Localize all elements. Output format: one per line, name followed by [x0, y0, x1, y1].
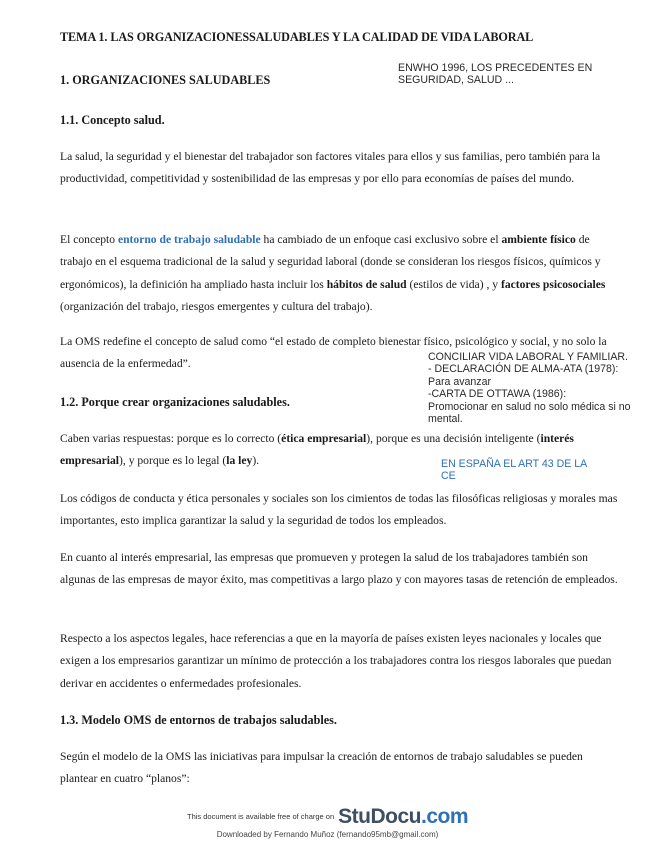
paragraph-codigos-conducta: Los códigos de conducta y ética personales y sociales son los cimientos de todas las filosóficas religiosas y morales mas importantes, esto implica garantizar la salud y la seguridad de todos los empleados. — [60, 492, 618, 528]
text-segment: de trabajo en el esquema tradicional de la salud y seguridad laboral (donde se consideran los riesgos físicos, químicos y ergonómicos), la definición ha ampliado hasta incluir los — [60, 233, 601, 291]
subheading-porque-crear: 1.2. Porque crear organizaciones saludables. — [60, 395, 290, 409]
paragraph-aspectos-legales: Respecto a los aspectos legales, hace referencias a que en la mayoría de países existen leyes nacionales y locales que exigen a los empresarios garantizar un mínimo de protección a los trabajadores contra los riesgos laborales que puedan derivar en accidentes o enfermedades profesionales. — [60, 632, 612, 690]
studocu-logo-suffix: .com — [420, 805, 468, 828]
term-entorno-trabajo-saludable: entorno de trabajo saludable — [117, 233, 261, 246]
side-note-line: Para avanzar — [428, 375, 492, 388]
text-segment: ha cambiado de un enfoque casi exclusivo sobre el — [260, 233, 502, 246]
text-segment: Caben varias respuestas: porque es lo correcto ( — [60, 432, 282, 445]
footer-available-text: This document is available free of charge on — [186, 812, 335, 821]
term-la-ley: la ley — [226, 454, 253, 468]
side-note-line: -CARTA DE OTTAWA (1986): — [428, 388, 567, 401]
text-segment: ), porque es una decisión inteligente ( — [366, 432, 541, 445]
subheading-concepto-salud: 1.1. Concepto salud. — [60, 113, 165, 127]
text-segment: ). — [252, 454, 260, 468]
side-note-line: - DECLARACIÓN DE ALMA-ATA (1978): — [428, 363, 619, 376]
term-habitos-salud: hábitos de salud — [326, 277, 407, 291]
text-segment: ), y porque es lo legal ( — [119, 454, 227, 468]
term-etica-empresarial: ética empresarial — [281, 432, 367, 445]
paragraph-modelo-oms: Según el modelo de la OMS las iniciativas para impulsar la creación de entornos de trabajo saludables se pueden plantear en cuatro “planos”: — [60, 750, 583, 786]
paragraph-salud-seguridad: La salud, la seguridad y el bienestar del trabajador son factores vitales para ellos y sus familias, pero también para la productividad, competitividad y sostenibilidad de las empresas y por ello para economías de países del mundo. — [60, 150, 601, 186]
paragraph-interes-empresarial: En cuanto al interés empresarial, las empresas que promueven y protegen la salud de los trabajadores también son algunas de las empresas de mayor éxito, mas competitivas a largo plazo y con mayores tasas de retención de empleados. — [60, 551, 618, 587]
text-segment: (estilos de vida) , y — [406, 277, 501, 291]
section-heading-organizaciones-saludables: 1. ORGANIZACIONES SALUDABLES — [60, 73, 271, 87]
side-note-enwho: ENWHO 1996, LOS PRECEDENTES EN SEGURIDAD, SALUD ... — [398, 62, 593, 87]
paragraph-oms-definicion: La OMS redefine el concepto de salud como “el estado de completo bienestar físico, psicológico y social, y no solo la ausencia de la enfermedad”. — [60, 335, 607, 371]
footer-downloaded-by: Downloaded by Fernando Muñoz (fernando95mb@gmail.com) — [216, 830, 439, 839]
side-note-line: CONCILIAR VIDA LABORAL Y FAMILIAR. — [428, 351, 628, 363]
term-ambiente-fisico: ambiente físico — [501, 233, 576, 246]
studocu-logo-main: StuDocu — [338, 805, 421, 828]
term-interes-empresarial: interés empresarial — [60, 432, 574, 468]
text-segment: El concepto — [60, 233, 118, 246]
paragraph-entorno-trabajo — [60, 229, 622, 319]
side-note-line: Promocionar en salud no solo médica si no mental. — [428, 400, 631, 426]
document-title: TEMA 1. LAS ORGANIZACIONESSALUDABLES Y LA CALIDAD DE VIDA LABORAL — [60, 30, 534, 44]
text-segment: (organización del trabajo, riesgos emergentes y cultura del trabajo). — [60, 300, 373, 314]
footer-availability — [0, 805, 655, 829]
studocu-logo[interactable] — [338, 805, 468, 828]
side-note-conciliar — [428, 351, 648, 425]
term-factores-psicosociales: factores psicosociales — [500, 277, 606, 291]
subheading-modelo-oms: 1.3. Modelo OMS de entornos de trabajos saludables. — [60, 713, 337, 727]
side-note-art-43: EN ESPAÑA EL ART 43 DE LA CE — [441, 458, 587, 483]
